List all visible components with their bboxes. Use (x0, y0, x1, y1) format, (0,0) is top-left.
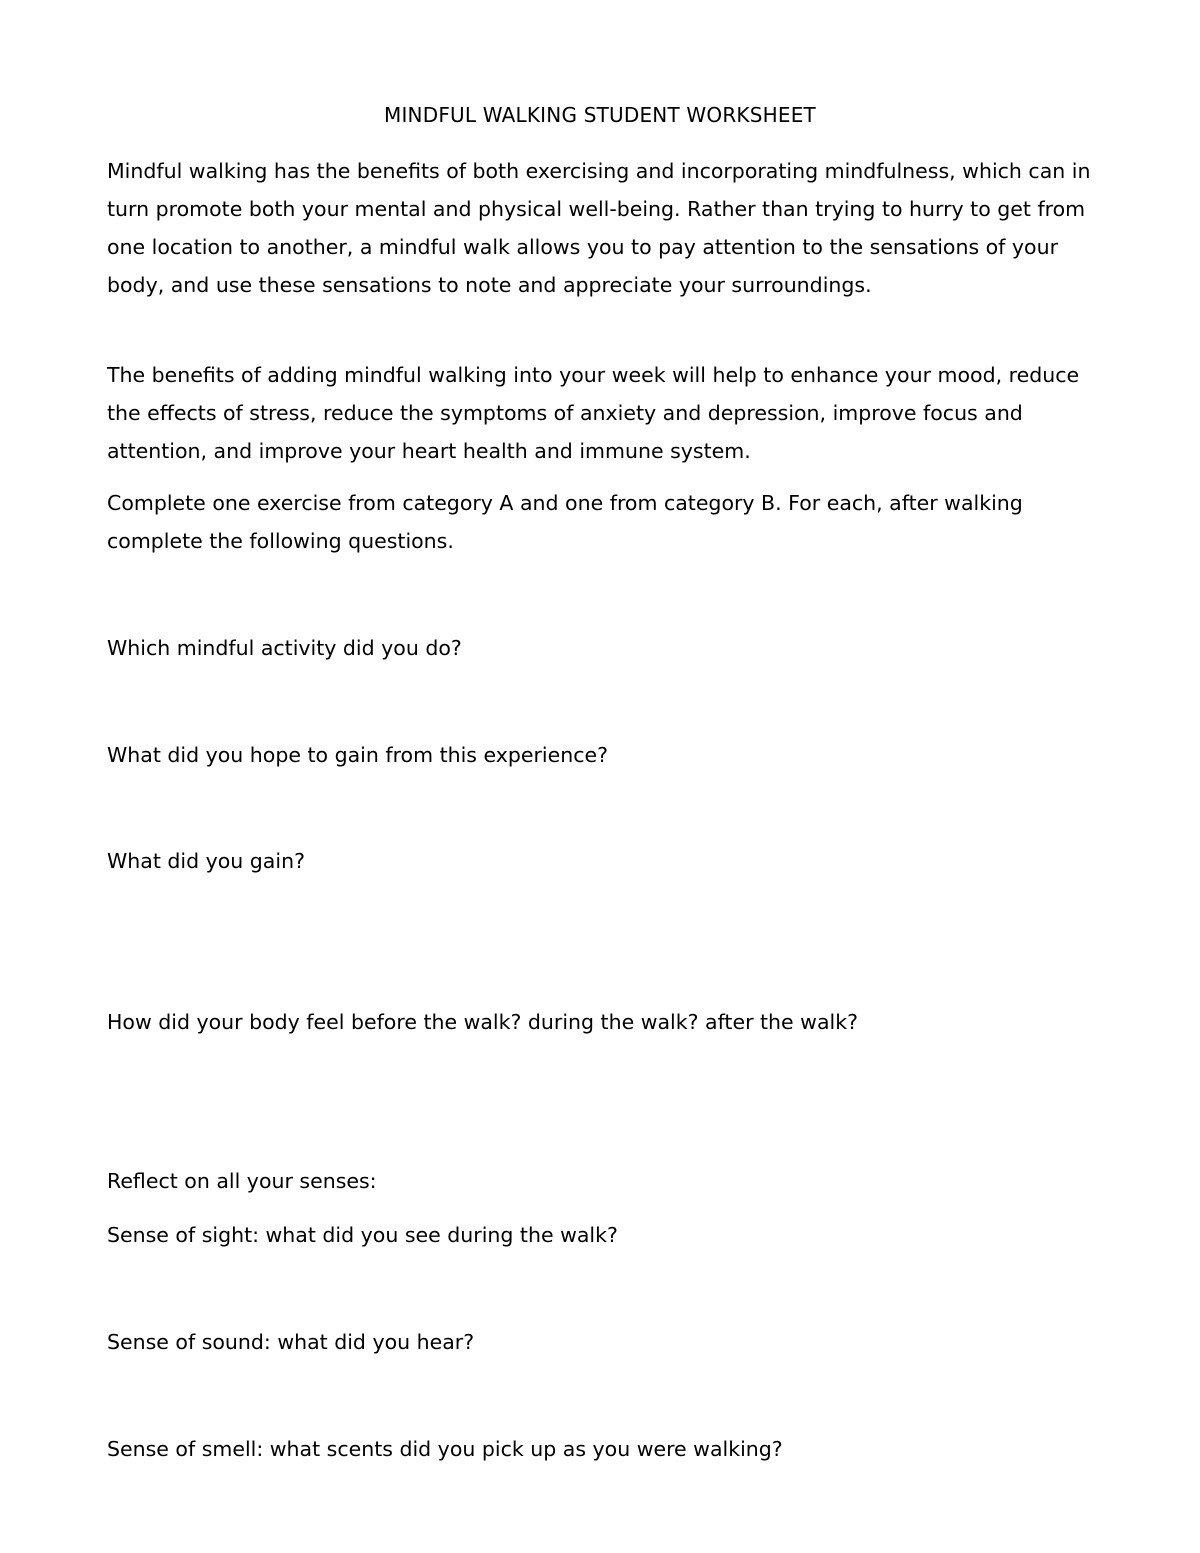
instructions-paragraph: Complete one exercise from category A and one from category B. For each, after walking complete the following questions. (107, 491, 1023, 553)
worksheet-title: MINDFUL WALKING STUDENT WORKSHEET (384, 103, 816, 127)
question-sight: Sense of sight: what did you see during the walk? (107, 1223, 618, 1247)
intro-paragraph-2: The benefits of adding mindful walking into your week will help to enhance your mood, reduce the effects of stress, reduce the symptoms of anxiety and depression, improve focus and attention, and improve your heart health and immune system. (107, 363, 1080, 463)
question-smell: Sense of smell: what scents did you pick up as you were walking? (107, 1437, 783, 1461)
intro-paragraph-1: Mindful walking has the benefits of both exercising and incorporating mindfulness, which can in turn promote both your mental and physical well-being. Rather than trying to hurry to get from one location to another, a mindful walk allows you to pay attention to the sensations of your body, and use these sensations to note and appreciate your surroundings. (107, 159, 1091, 297)
question-body-feel: How did your body feel before the walk? during the walk? after the walk? (107, 1010, 858, 1034)
question-activity: Which mindful activity did you do? (107, 636, 462, 660)
question-hope-to-gain: What did you hope to gain from this experience? (107, 743, 608, 767)
question-sound: Sense of sound: what did you hear? (107, 1330, 475, 1354)
senses-heading: Reflect on all your senses: (107, 1169, 377, 1193)
question-gained: What did you gain? (107, 849, 305, 873)
